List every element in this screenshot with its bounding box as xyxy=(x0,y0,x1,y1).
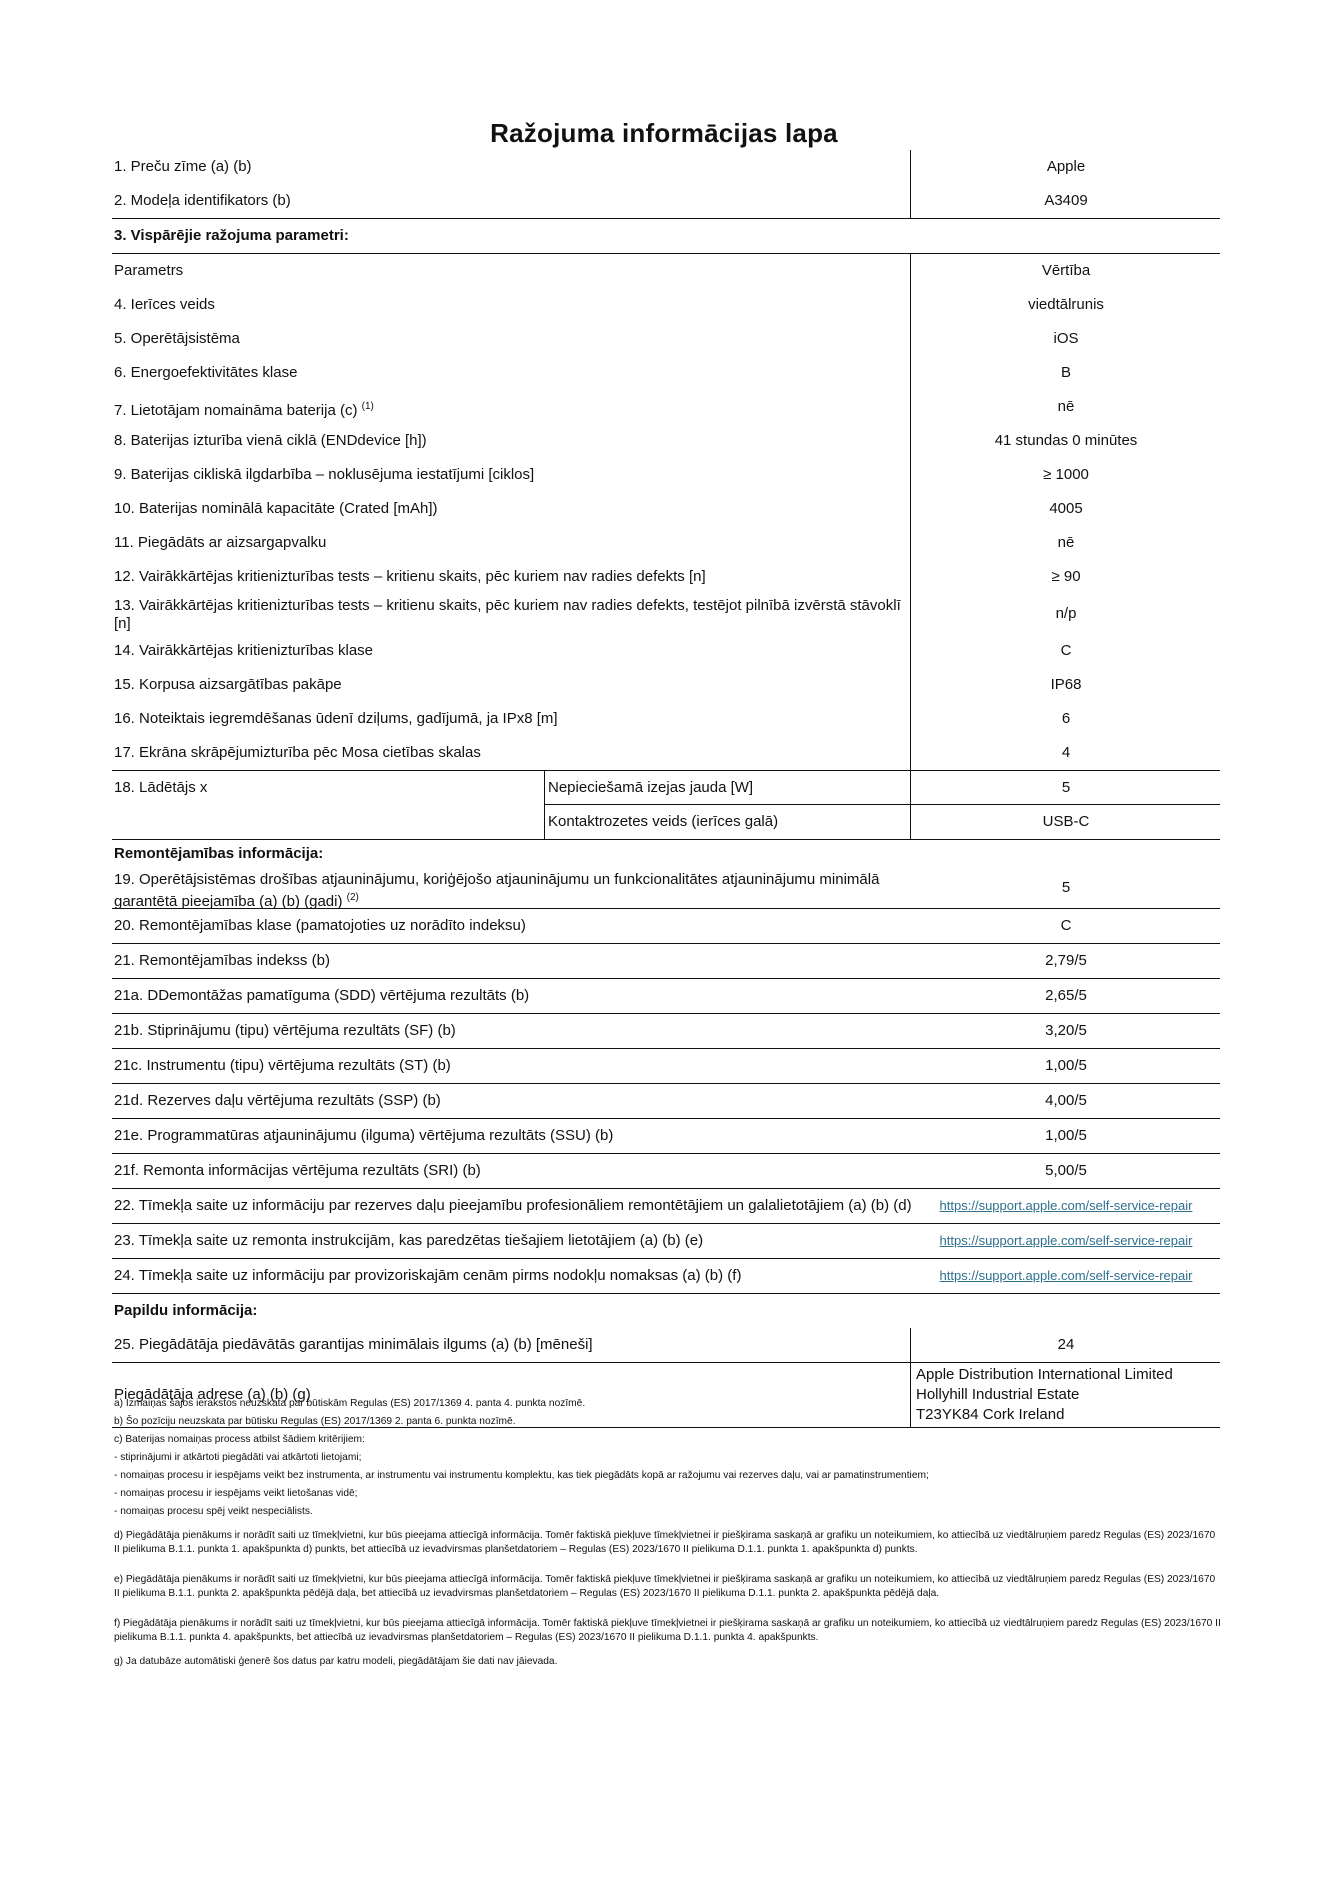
column-divider xyxy=(910,560,911,594)
section-heading-extra xyxy=(112,1294,1220,1328)
column-divider xyxy=(910,594,911,634)
row-label: 24. Tīmekļa saite uz informāciju par provizoriskajām cenām pirms nodokļu nomaksas (a) (b) (f) xyxy=(114,1267,742,1284)
column-divider xyxy=(910,736,911,770)
row-label: 25. Piegādātāja piedāvātās garantijas minimālais ilgums (a) (b) [mēneši] xyxy=(114,1336,593,1353)
row-label: 12. Vairākkārtējas kritienizturības tests – kritienu skaits, pēc kuriem nav radies defekts [n] xyxy=(114,568,706,585)
table-row xyxy=(112,1049,1220,1084)
section-heading-repair xyxy=(112,840,1220,868)
column-divider xyxy=(910,668,911,702)
table-row xyxy=(112,909,1220,944)
table-header-row xyxy=(112,254,1220,288)
row-value: 1,00/5 xyxy=(1045,1127,1087,1144)
page-title: Ražojuma informācijas lapa xyxy=(490,118,838,148)
row-label: 21b. Stiprinājumu (tipu) vērtējuma rezultāts (SF) (b) xyxy=(114,1022,456,1039)
row-label: 15. Korpusa aizsargātības pakāpe xyxy=(114,676,342,693)
table-row xyxy=(112,1154,1220,1189)
table-row xyxy=(112,288,1220,322)
table-row xyxy=(112,868,1220,909)
row-value: 2,79/5 xyxy=(1045,952,1087,969)
column-divider xyxy=(910,184,911,218)
row-label: 11. Piegādāts ar aizsargapvalku xyxy=(114,534,327,551)
row-value: B xyxy=(1060,364,1071,381)
table-row xyxy=(112,1084,1220,1119)
charger-label: 18. Lādētājs x xyxy=(114,779,208,796)
table-row xyxy=(112,1259,1220,1294)
row-label: 10. Baterijas nominālā kapacitāte (Crated [mAh]) xyxy=(114,500,438,517)
column-header-value: Vērtība xyxy=(1041,262,1091,279)
row-value: 4,00/5 xyxy=(1045,1092,1087,1109)
row-label: 14. Vairākkārtējas kritienizturības klase xyxy=(114,642,373,659)
row-value: ≥ 1000 xyxy=(1043,466,1089,483)
row-value: Apple xyxy=(1046,158,1086,175)
self-service-repair-link[interactable]: https://support.apple.com/self-service-repair xyxy=(939,1233,1193,1248)
footnote-d: d) Piegādātāja pienākums ir norādīt saiti uz tīmekļvietni, kur būs pieejama attiecīgā informācija. Tomēr faktiskā piekļuve tīmekļvietnei ir piešķirama saskaņā ar grafiku un noteikumiem, ko attiecībā uz viedtālruņiem paredz Regulas (ES) 2023/1670 II pielikuma B.1.1. punkta 1. apakšpunkta d) punkts, bet attiecībā uz ievadvirsmas planšetdatoriem – Regulas (ES) 2023/1670 II pielikuma D.1.1. punkta 1. apakšpunkta d) punkts. xyxy=(114,1530,1216,1555)
footnote-c-item: - nomaiņas procesu ir iespējams veikt lietošanas vidē; xyxy=(114,1488,358,1499)
row-value: 5,00/5 xyxy=(1045,1162,1087,1179)
table-row xyxy=(112,979,1220,1014)
row-label xyxy=(114,871,904,910)
row-value: 5 xyxy=(1061,879,1071,896)
row-label: 23. Tīmekļa saite uz remonta instrukcijām, kas paredzētas tiešajiem lietotājiem (a) (b) (e) xyxy=(114,1232,704,1249)
section-label: Papildu informācija: xyxy=(114,1302,258,1319)
row-value xyxy=(912,1259,1220,1293)
row-value: 3,20/5 xyxy=(1045,1022,1087,1039)
footnote-marker: (1) xyxy=(361,401,374,412)
row-label-text: 7. Lietotājam nomaināma baterija (c) xyxy=(114,402,358,419)
row-value xyxy=(912,1189,1220,1223)
table-row xyxy=(112,1119,1220,1154)
self-service-repair-link[interactable]: https://support.apple.com/self-service-repair xyxy=(939,1268,1193,1283)
table-row xyxy=(112,1328,1220,1363)
row-value: viedtālrunis xyxy=(1028,296,1104,313)
footnote-g: g) Ja datubāze automātiski ģenerē šos datus par katru modeli, piegādātājam šie dati nav jāievada. xyxy=(114,1656,558,1667)
row-label: 21f. Remonta informācijas vērtējuma rezultāts (SRI) (b) xyxy=(114,1162,481,1179)
row-value xyxy=(912,1224,1220,1258)
table-row xyxy=(112,594,1220,634)
row-value: 6 xyxy=(1061,710,1071,727)
row-label: 17. Ekrāna skrāpējumizturība pēc Mosa cietības skalas xyxy=(114,744,481,761)
row-label: 6. Energoefektivitātes klase xyxy=(114,364,298,381)
footnote-e: e) Piegādātāja pienākums ir norādīt saiti uz tīmekļvietni, kur būs pieejama attiecīgā informācija. Tomēr faktiskā piekļuve tīmekļvietnei ir piešķirama saskaņā ar grafiku un noteikumiem, ko attiecībā uz viedtālruņiem paredz Regulas (ES) 2023/1670 II pielikuma B.1.1. punkta 2. apakšpunkta pēdējā daļa, bet attiecībā uz ievadvirsmas planšetdatoriem – Regulas (ES) 2023/1670 II pielikuma D.1.1. punkta 2. apakšpunkta pēdējā daļa. xyxy=(114,1574,1216,1599)
table-row xyxy=(112,1014,1220,1049)
row-label: 21e. Programmatūras atjauninājumu (ilguma) vērtējuma rezultāts (SSU) (b) xyxy=(114,1127,614,1144)
charger-block xyxy=(112,770,1220,840)
row-label: 20. Remontējamības klase (pamatojoties uz norādīto indeksu) xyxy=(114,917,526,934)
row-value: C xyxy=(1060,642,1072,659)
table-row xyxy=(112,560,1220,594)
column-divider xyxy=(910,150,911,184)
table-row xyxy=(112,356,1220,390)
charger-sub-value: 5 xyxy=(1061,779,1071,796)
table-row xyxy=(112,424,1220,458)
column-divider xyxy=(910,390,911,424)
table-row xyxy=(112,944,1220,979)
table-row xyxy=(112,184,1220,219)
row-value: nē xyxy=(1057,398,1075,415)
column-divider xyxy=(910,634,911,668)
column-divider xyxy=(910,492,911,526)
row-label: 1. Preču zīme (a) (b) xyxy=(114,158,252,175)
info-table xyxy=(112,150,1220,1428)
row-label: 21c. Instrumentu (tipu) vērtējuma rezultāts (ST) (b) xyxy=(114,1057,451,1074)
column-divider xyxy=(910,254,911,288)
row-value: ≥ 90 xyxy=(1051,568,1081,585)
table-row xyxy=(112,634,1220,668)
footnote-c-item: - nomaiņas procesu spēj veikt nespeciālists. xyxy=(114,1506,313,1517)
row-value: C xyxy=(1060,917,1072,934)
row-label: 5. Operētājsistēma xyxy=(114,330,240,347)
section-label: 3. Vispārējie ražojuma parametri: xyxy=(114,227,349,244)
table-row xyxy=(112,390,1220,424)
row-label: 9. Baterijas cikliskā ilgdarbība – noklusējuma iestatījumi [ciklos] xyxy=(114,466,535,483)
row-value: 41 stundas 0 minūtes xyxy=(994,432,1138,449)
row-value: A3409 xyxy=(1044,192,1088,209)
column-divider xyxy=(910,322,911,356)
row-value: IP68 xyxy=(1050,676,1082,693)
address-line: T23YK84 Cork Ireland xyxy=(916,1406,1065,1423)
footnote-c-item: - stiprinājumi ir atkārtoti piegādāti vai atkārtoti lietojami; xyxy=(114,1452,362,1463)
address-line: Hollyhill Industrial Estate xyxy=(916,1386,1080,1403)
column-divider xyxy=(910,526,911,560)
column-divider xyxy=(910,771,911,839)
row-label: 21a. DDemontāžas pamatīguma (SDD) vērtējuma rezultāts (b) xyxy=(114,987,530,1004)
row-value: 4005 xyxy=(1049,500,1083,517)
row-value: nē xyxy=(1057,534,1075,551)
column-header-parameter: Parametrs xyxy=(114,262,184,279)
table-row xyxy=(112,322,1220,356)
row-label: 16. Noteiktais iegremdēšanas ūdenī dziļums, gadījumā, ja IPx8 [m] xyxy=(114,710,558,727)
table-row xyxy=(112,702,1220,736)
table-row xyxy=(112,458,1220,492)
row-label: 21. Remontējamības indekss (b) xyxy=(114,952,330,969)
row-value: n/p xyxy=(1055,605,1077,622)
row-label: 13. Vairākkārtējas kritienizturības tests – kritienu skaits, pēc kuriem nav radies defekts, testējot pilnībā izvērstā stāvoklī [n] xyxy=(114,597,901,632)
charger-sub-value: USB-C xyxy=(1042,813,1090,830)
column-divider xyxy=(910,702,911,736)
self-service-repair-link[interactable]: https://support.apple.com/self-service-repair xyxy=(939,1198,1193,1213)
column-divider xyxy=(544,771,545,839)
footnote-b: b) Šo pozīciju neuzskata par būtisku Regulas (ES) 2017/1369 2. panta 6. punkta nozīmē. xyxy=(114,1416,516,1427)
footnote-marker: (2) xyxy=(346,892,359,903)
table-row xyxy=(112,668,1220,702)
row-label: Piegādātāja adrese (a) (b) (g) xyxy=(114,1386,311,1403)
footnote-a: a) Izmaiņas šajos ierakstos neuzskata par būtiskām Regulas (ES) 2017/1369 4. panta 4. punkta nozīmē. xyxy=(114,1398,586,1409)
section-heading-general xyxy=(112,219,1220,254)
table-row xyxy=(112,736,1220,770)
row-value: 4 xyxy=(1061,744,1071,761)
section-label: Remontējamības informācija: xyxy=(114,845,324,862)
footnote-c: c) Baterijas nomaiņas process atbilst šādiem kritērijiem: xyxy=(114,1434,365,1445)
footnote-c-item: - nomaiņas procesu ir iespējams veikt bez instrumenta, ar instrumentu vai instrumentu komplektu, kas tiek piegādāts kopā ar ražojumu vai rezerves daļu, vai ar pamatinstrumentiem; xyxy=(114,1470,929,1481)
footnotes xyxy=(114,1395,1222,1669)
footnote-f: f) Piegādātāja pienākums ir norādīt saiti uz tīmekļvietni, kur būs pieejama attiecīgā informācija. Tomēr faktiskā piekļuve tīmekļvietnei ir piešķirama saskaņā ar grafiku un noteikumiem, ko attiecībā uz viedtālruņiem paredz Regulas (ES) 2023/1670 II pielikuma B.1.1. punkta 4. apakšpunkts, bet attiecībā uz ievadvirsmas planšetdatoriem – Regulas (ES) 2023/1670 II pielikuma D.1.1. punkta 4. apakšpunkts. xyxy=(114,1618,1221,1643)
row-value: 24 xyxy=(1057,1336,1075,1353)
row-value: 2,65/5 xyxy=(1045,987,1087,1004)
table-row xyxy=(112,1189,1220,1224)
row-label: 8. Baterijas izturība vienā ciklā (ENDdevice [h]) xyxy=(114,432,427,449)
row-label: 22. Tīmekļa saite uz informāciju par rezerves daļu pieejamību profesionāliem remontētājiem un galalietotājiem (a) (b) (d) xyxy=(114,1197,912,1214)
table-row xyxy=(112,1224,1220,1259)
charger-sub-label: Nepieciešamā izejas jauda [W] xyxy=(548,779,754,796)
table-row xyxy=(112,526,1220,560)
address-line: Apple Distribution International Limited xyxy=(916,1366,1173,1383)
row-value: iOS xyxy=(1053,330,1079,347)
table-row xyxy=(112,492,1220,526)
row-label: 4. Ierīces veids xyxy=(114,296,215,313)
column-divider xyxy=(910,356,911,390)
column-divider xyxy=(910,458,911,492)
row-label-text: 19. Operētājsistēmas drošības atjauninājumu, koriģējošo atjauninājumu un funkcionalitātes atjauninājumu minimālā garantētā pieejamība (a) (b) (gadi) xyxy=(114,871,880,910)
row-label xyxy=(114,390,374,424)
charger-sub-label: Kontaktrozetes veids (ierīces galā) xyxy=(548,813,779,830)
row-value: 1,00/5 xyxy=(1045,1057,1087,1074)
row-label: 2. Modeļa identifikators (b) xyxy=(114,192,291,209)
row-label: 21d. Rezerves daļu vērtējuma rezultāts (SSP) (b) xyxy=(114,1092,441,1109)
column-divider xyxy=(910,288,911,322)
column-divider xyxy=(910,1328,911,1362)
table-row xyxy=(112,150,1220,184)
column-divider xyxy=(910,424,911,458)
